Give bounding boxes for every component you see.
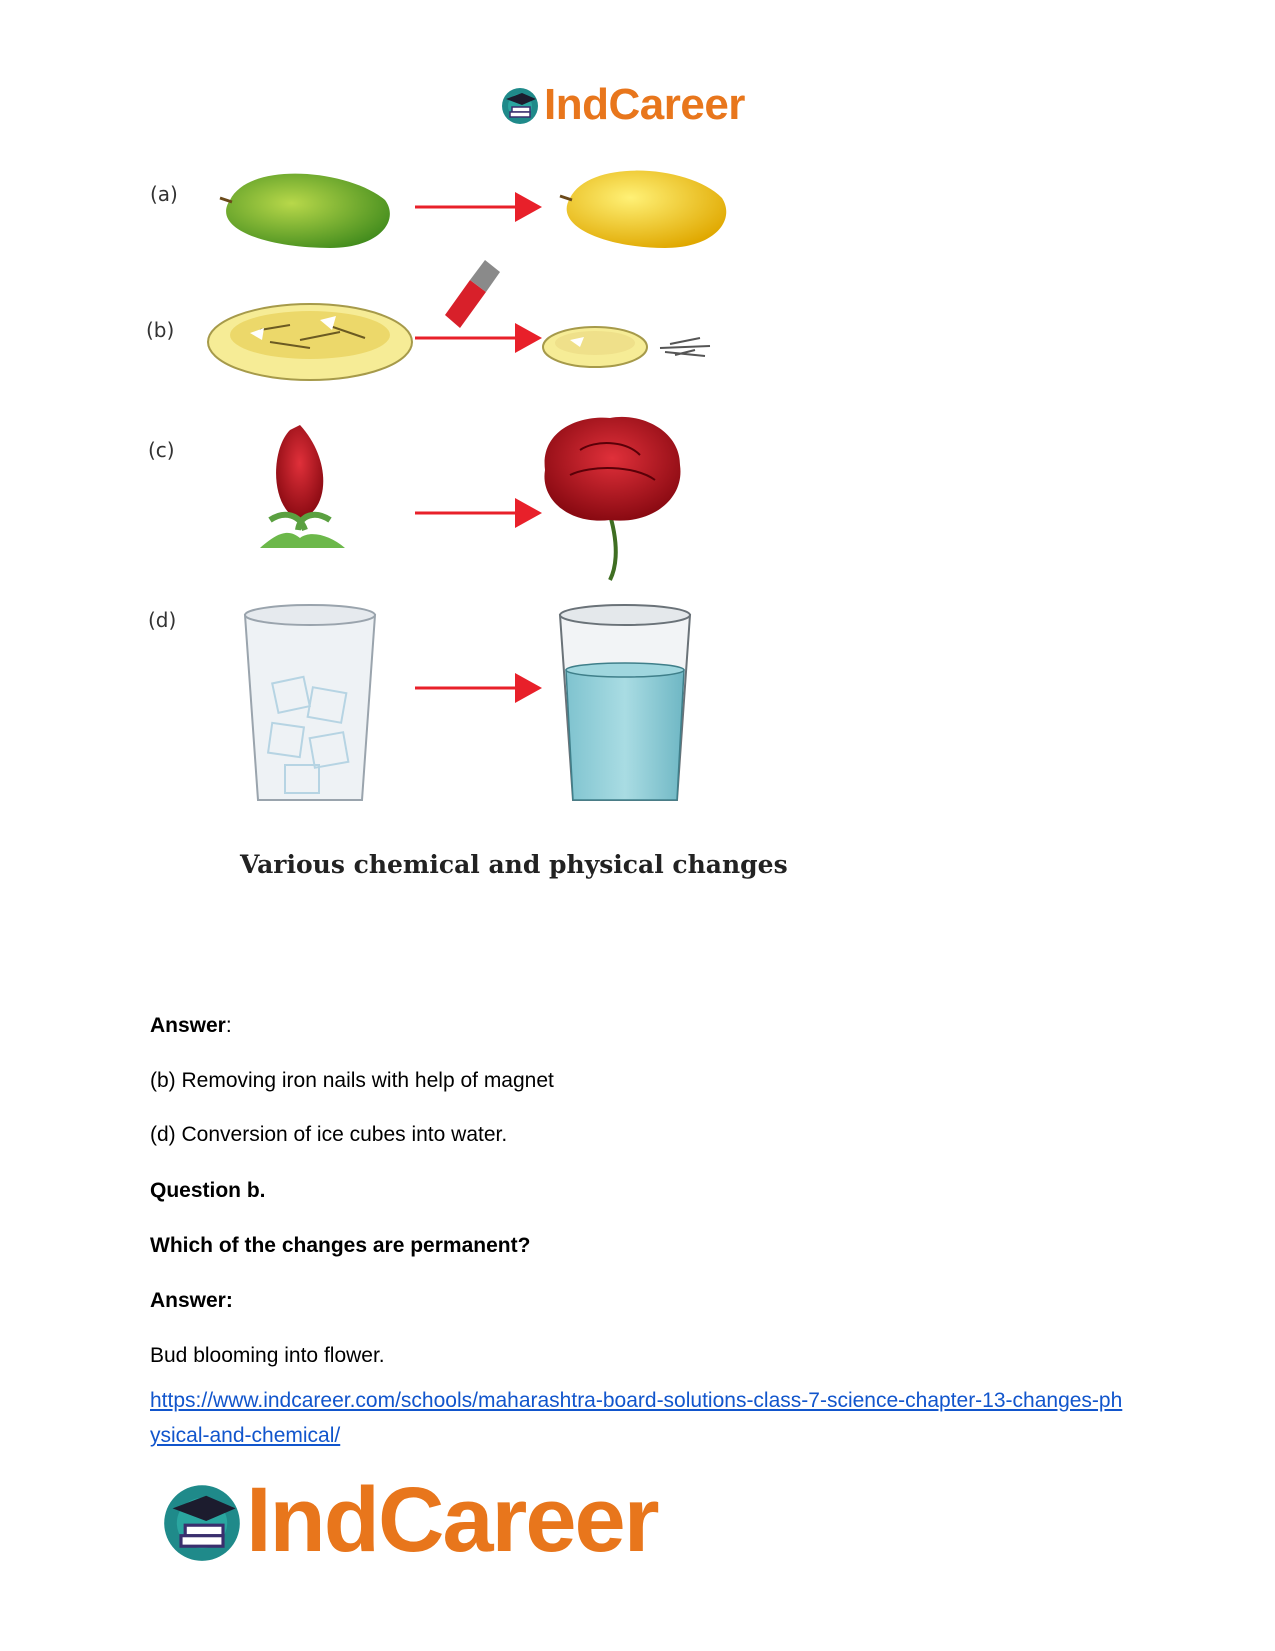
answer-heading-colon: : bbox=[225, 1014, 232, 1037]
changes-figure bbox=[140, 150, 780, 890]
row-label-c: (c) bbox=[148, 438, 175, 462]
answer-text: Bud blooming into flower. bbox=[150, 1344, 385, 1367]
graduation-globe-icon bbox=[160, 1479, 244, 1563]
graduation-globe-icon bbox=[500, 85, 540, 125]
answer-heading-label: Answer bbox=[150, 1014, 226, 1037]
source-link[interactable]: https://www.indcareer.com/schools/maharashtra-board-solutions-class-7-science-chapter-13-changes-physical-and-chemical/ bbox=[150, 1389, 1123, 1447]
answer-heading-2: Answer: bbox=[150, 1289, 233, 1312]
logo-wordmark: IndCareer bbox=[246, 1469, 658, 1571]
ice-glass-icon bbox=[245, 605, 375, 800]
yellow-mango-icon bbox=[560, 171, 726, 248]
indcareer-logo-bottom bbox=[160, 1468, 658, 1573]
question-heading: Question b. bbox=[150, 1179, 266, 1202]
rose-flower-icon bbox=[544, 417, 680, 580]
arrow-b-icon bbox=[415, 323, 542, 353]
row-label-b: (b) bbox=[146, 318, 175, 342]
arrow-c-icon bbox=[415, 498, 542, 528]
figure-caption: Various chemical and physical changes bbox=[240, 850, 788, 879]
answer-item-b: (b) Removing iron nails with help of magnet bbox=[150, 1069, 554, 1092]
question-text: Which of the changes are permanent? bbox=[150, 1234, 531, 1257]
row-label-a: (a) bbox=[150, 182, 178, 206]
indcareer-logo-top bbox=[500, 80, 745, 130]
figure-illustrations bbox=[140, 150, 780, 850]
row-label-d: (d) bbox=[148, 608, 177, 632]
arrow-d-icon bbox=[415, 673, 542, 703]
logo-wordmark: IndCareer bbox=[544, 80, 745, 129]
answer-item-d: (d) Conversion of ice cubes into water. bbox=[150, 1123, 508, 1146]
mixture-dish-icon bbox=[208, 304, 412, 380]
separated-dish-icon bbox=[543, 327, 647, 367]
answer-heading bbox=[150, 1013, 232, 1039]
water-glass-icon bbox=[560, 605, 690, 800]
green-mango-icon bbox=[220, 174, 390, 248]
magnet-icon bbox=[445, 260, 500, 328]
arrow-a-icon bbox=[415, 192, 542, 222]
rose-bud-icon bbox=[260, 425, 345, 548]
iron-nails-icon bbox=[660, 338, 710, 356]
